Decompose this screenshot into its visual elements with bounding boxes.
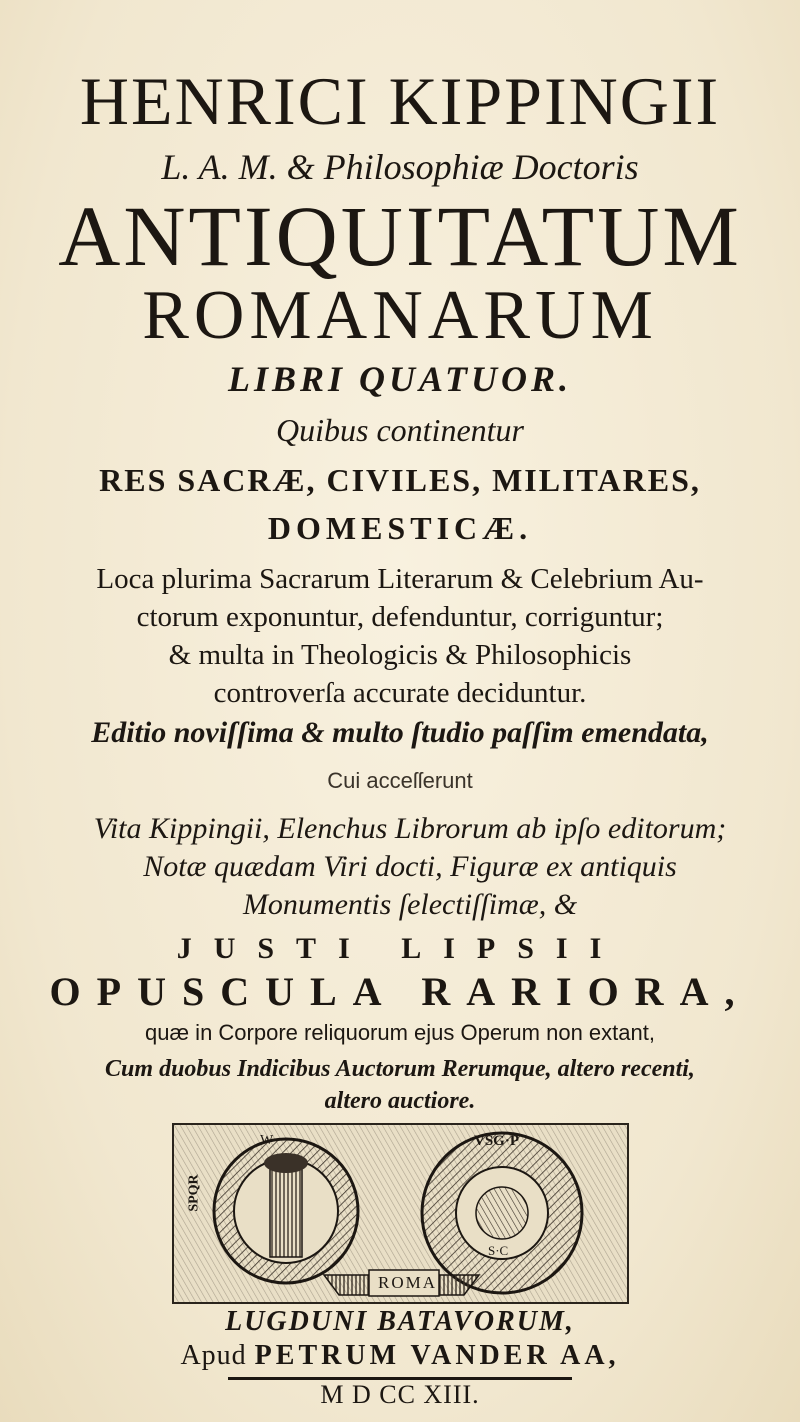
author-name: HENRICI KIPPINGII (79, 63, 721, 139)
title-romanarum: ROMANARUM (142, 277, 658, 354)
opuscula-rariora: OPUSCULA RARIORA, (49, 969, 751, 1014)
description-block (60, 560, 740, 712)
apud-word: Apud (180, 1340, 247, 1371)
title-antiquitatum: ANTIQUITATUM (58, 188, 742, 284)
imprint-place: LUGDUNI BATAVORUM, (225, 1306, 575, 1337)
quae-line: quæ in Corpore reliquorum ejus Operum non extant, (145, 1020, 655, 1045)
imprint-date: M D CC XIII. (320, 1380, 480, 1409)
description-line: controverſa accurate deciduntur. (213, 677, 587, 709)
justi-lipsii: JUSTI LIPSII (176, 932, 624, 965)
description-line: ctorum exponuntur, defenduntur, corriguntur; (136, 601, 664, 633)
description-line: Loca plurima Sacrarum Literarum & Celebrium Au- (96, 563, 704, 595)
author-degree: L. A. M. & Philosophiæ Doctoris (161, 147, 639, 187)
vita-line: Vita Kippingii, Elenchus Librorum ab ipſo editorum; (93, 812, 727, 845)
vignette-label: VSG·P (474, 1133, 520, 1149)
vignette-label: SPQR (186, 1174, 202, 1212)
title-libri-quatuor: LIBRI QUATUOR. (227, 359, 573, 399)
publisher-name: PETRUM VANDER AA, (254, 1340, 620, 1371)
cui-accesserunt: Cui acceſſerunt (327, 768, 473, 793)
imprint-publisher-line (0, 1340, 800, 1372)
description-line: & multa in Theologicis & Philosophicis (168, 639, 632, 671)
quibus-continentur: Quibus continentur (276, 412, 524, 448)
printers-vignette (172, 1123, 629, 1304)
vignette-label: W (260, 1133, 274, 1148)
altero-line: altero auctiore. (324, 1088, 476, 1114)
topics-line-1: RES SACRÆ, CIVILES, MILITARES, (99, 462, 701, 498)
vita-block (90, 810, 730, 924)
editio-line: Editio noviſſima & multo ſtudio paſſim emendata, (91, 716, 709, 749)
vignette-label: ROMA (378, 1273, 438, 1292)
vignette-label: S·C (488, 1243, 509, 1258)
cum-line: Cum duobus Indicibus Auctorum Rerumque, altero recenti, (105, 1056, 695, 1082)
topics-line-2: DOMESTICÆ. (267, 510, 533, 546)
vita-line: Notæ quædam Viri docti, Figuræ ex antiquis (143, 850, 677, 883)
vita-line: Monumentis ſelectiſſimæ, & (242, 888, 578, 921)
